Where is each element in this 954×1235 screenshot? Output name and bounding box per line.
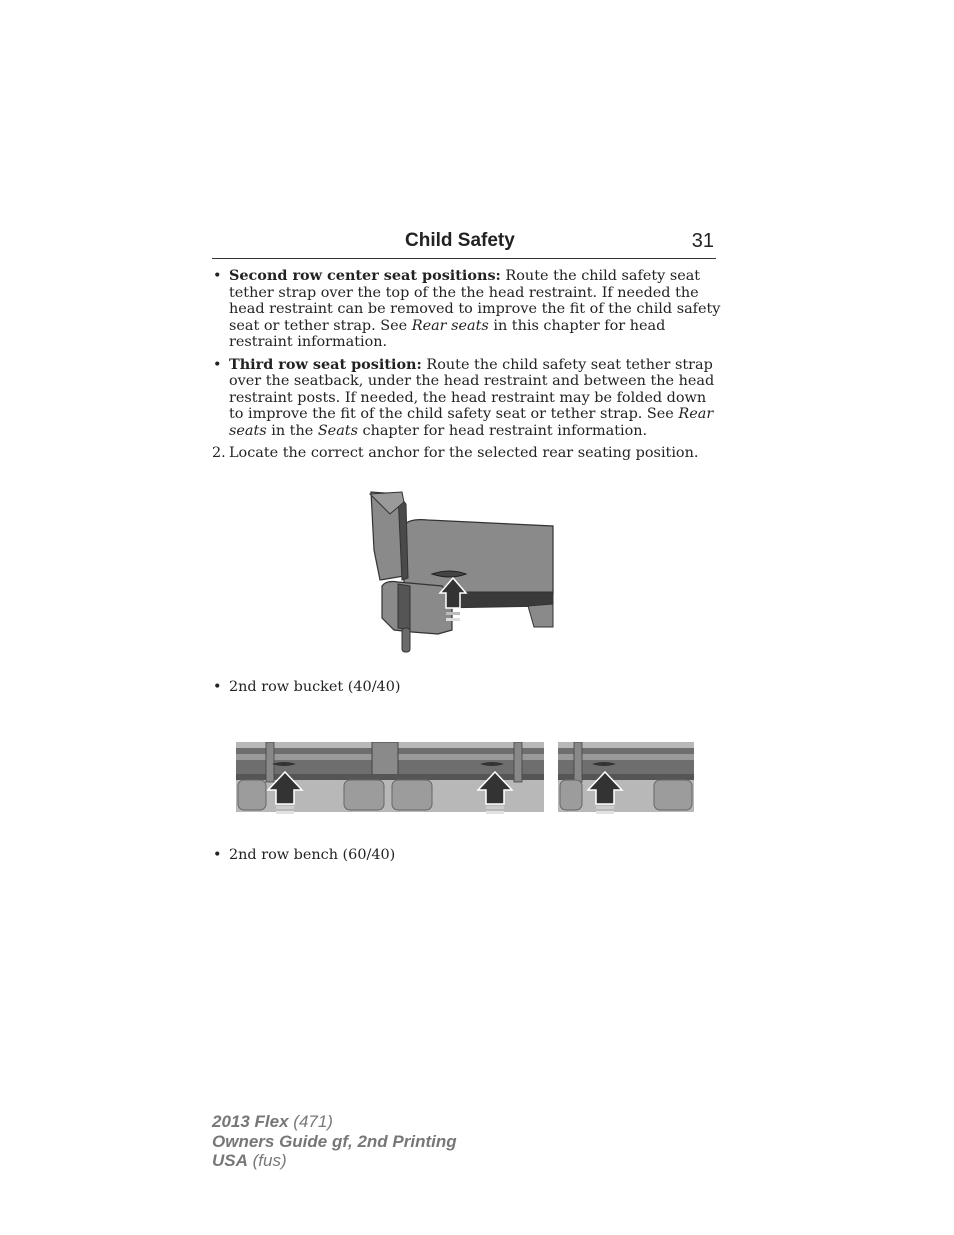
figure-caption-bucket <box>212 679 400 695</box>
bullet-dot: • <box>213 679 222 695</box>
bullet-item <box>212 357 722 440</box>
bullet-item <box>212 268 722 351</box>
step-number: 2. <box>212 445 226 461</box>
bullet-text: Route the child safety seat tether strap over the seatback, under the head restraint and between the head restraint posts. If needed, the head restraint may be folded down to improve the fit of the child safety seat or tether strap. See <box>229 356 715 422</box>
cross-reference: Rear seats <box>229 406 714 439</box>
footer-model-code: (471) <box>288 1112 333 1131</box>
step-text: Locate the correct anchor for the selected rear seating position. <box>229 445 699 461</box>
footer-market: USA <box>212 1151 248 1170</box>
caption-text: 2nd row bucket (40/40) <box>229 679 401 695</box>
numbered-step <box>212 445 722 462</box>
bullet-heading: Second row center seat positions: <box>229 267 501 284</box>
page-number: 31 <box>691 230 714 252</box>
caption-text: 2nd row bench (60/40) <box>229 847 396 863</box>
bullet-heading: Third row seat position: <box>229 355 422 373</box>
bullet-text: Route the child safety seat tether strap over the top of the the head restraint. If needed the head restraint can be removed to improve the fit of the child safety seat or tether strap. See <box>229 268 721 334</box>
section-title: Child Safety <box>405 230 515 251</box>
footer-model: 2013 Flex <box>212 1112 289 1131</box>
bullet-text: in the <box>266 422 318 439</box>
page-footer <box>212 1112 457 1171</box>
bullet-dot: • <box>213 268 222 284</box>
footer-line-market <box>212 1151 457 1171</box>
cross-reference: Seats <box>317 422 358 439</box>
cross-reference: Rear seats <box>411 317 489 334</box>
bench-seat-illustration <box>236 742 694 820</box>
footer-line-edition <box>212 1132 457 1152</box>
bullet-text: in this chapter for head restraint information. <box>229 317 666 350</box>
footer-line-model <box>212 1112 457 1132</box>
bucket-seat-illustration <box>368 490 558 659</box>
bullet-dot: • <box>213 356 222 373</box>
page-header <box>212 228 716 259</box>
body-text <box>212 268 722 468</box>
bullet-dot: • <box>213 847 222 863</box>
footer-edition: Owners Guide gf, 2nd Printing <box>212 1131 457 1151</box>
footer-market-code: (fus) <box>247 1151 287 1170</box>
bullet-text: chapter for head restraint information. <box>357 422 648 439</box>
figure-caption-bench <box>212 847 395 863</box>
